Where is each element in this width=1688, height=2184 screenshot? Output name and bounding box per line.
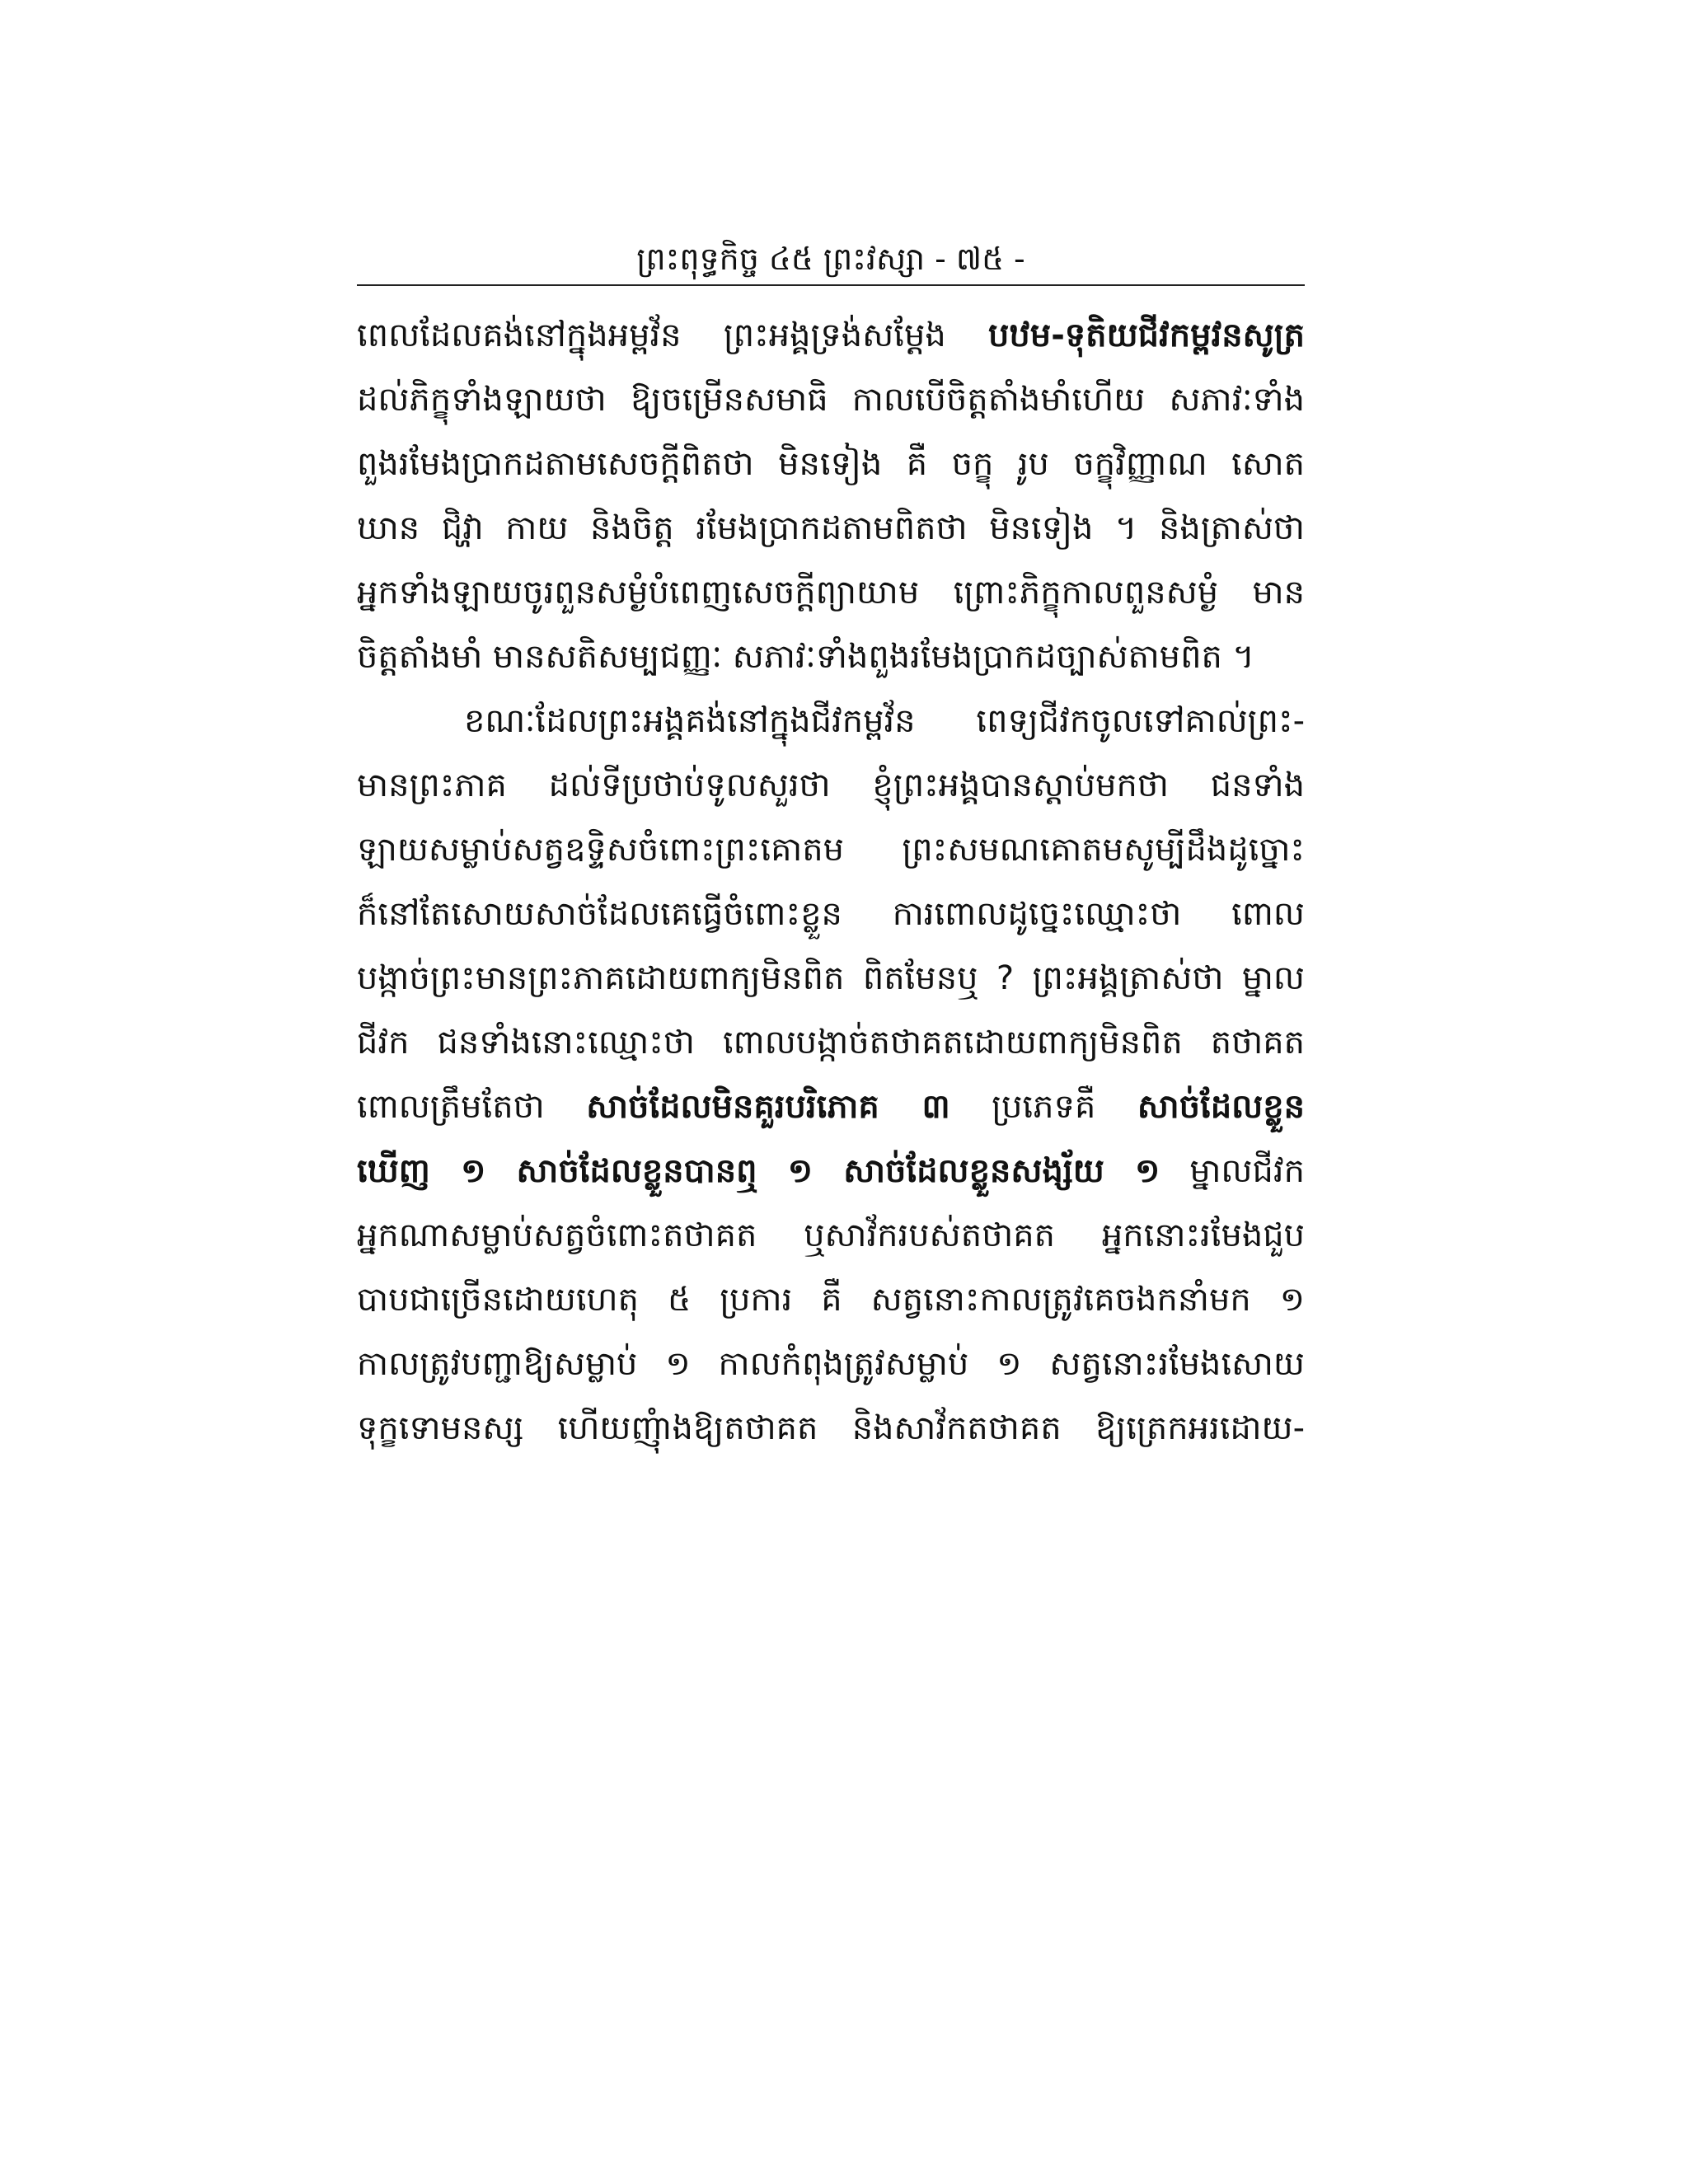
emphasis: ឃើញ ១ សាច់ដែលខ្លួនបានឮ ១ សាច់ដែលខ្លួនសង្ស័យ ១ [357,1152,1160,1190]
text-segment: ខណៈដែលព្រះអង្គគង់នៅក្នុងជីវកម្ពវ័ន ពេទ្យជីវកចូលទៅគាល់ព្រះ‑ [464,702,1305,740]
text-line [357,1139,1305,1203]
text-line [357,1010,1305,1075]
running-header: ព្រះពុទ្ធកិច្ច ៤៥ ព្រះវស្សា ‑ ៧៥ ‑ [636,241,1025,277]
text-segment: ឡាយសម្លាប់សត្វឧទ្ទិសចំពោះព្រះគោតម ព្រះសមណគោតមសូម្បីដឹងដូច្នោះ [357,831,1305,869]
text-line [357,432,1305,496]
text-line [357,689,1305,753]
text-segment: ចិត្តតាំងមាំ មានសតិសម្បជញ្ញៈ សភាវៈទាំងពួងរមែងប្រាកដច្បាស់តាមពិត ។ [357,638,1254,676]
text-line [357,1075,1305,1139]
text-segment: មានព្រះភាគ ដល់ទីប្រថាប់ទូលសួរថា ខ្ញុំព្រះអង្គបានស្តាប់មកថា ជនទាំង [357,766,1305,804]
text-line [357,882,1305,946]
text-line [357,1396,1305,1460]
text-segment: ដល់ភិក្ខុទាំងឡាយថា ឱ្យចម្រើនសមាធិ កាលបើចិត្តតាំងមាំហើយ សភាវៈទាំង [357,381,1305,419]
text-line [357,946,1305,1010]
text-line [357,818,1305,882]
text-segment: អ្នកទាំងឡាយចូរពួនសម្ងំបំពេញសេចក្តីព្យាយាម ព្រោះភិក្ខុកាលពួនសម្ងំ មាន [357,574,1305,612]
text-line [357,303,1305,368]
text-line [357,1268,1305,1332]
text-segment: ពេលដែលគង់នៅក្នុងអម្ពវ័ន ព្រះអង្គទ្រង់សម្តែង [357,316,989,354]
text-segment: ប្រភេទគឺ [950,1088,1137,1126]
text-line [357,753,1305,818]
text-line [357,368,1305,432]
text-segment: ម្នាលជីវក [1160,1152,1305,1190]
text-line [357,1203,1305,1268]
text-line [357,625,1305,689]
text-segment: បង្កាច់ព្រះមានព្រះភាគដោយពាក្យមិនពិត ពិតមែនឬ ? ព្រះអង្គត្រាស់ថា ម្នាល [357,959,1305,997]
text-segment: ទុក្ខទោមនស្ស ហើយញុំាងឱ្យតថាគត និងសាវ័កតថាគត ឱ្យត្រេកអរដោយ‑ [357,1409,1305,1447]
text-segment: ក៏នៅតែសោយសាច់ដែលគេធ្វើចំពោះខ្លួន ការពោលដូច្នេះឈ្មោះថា ពោល [357,895,1305,933]
emphasis: សាច់ដែលខ្លួន [1137,1088,1305,1126]
sutta-title: បឋម‑ទុតិយជីវកម្ពវនសូត្រ [988,316,1305,354]
text-segment: ពោលត្រឹមតែថា [357,1088,587,1126]
text-line [357,560,1305,625]
text-line [357,1332,1305,1396]
body-text [357,303,1305,1460]
text-segment: ជីវក ជនទាំងនោះឈ្មោះថា ពោលបង្កាច់តថាគតដោយពាក្យមិនពិត តថាគត [357,1024,1305,1062]
header-rule [357,284,1305,286]
text-segment: ពួងរមែងប្រាកដតាមសេចក្តីពិតថា មិនទៀង គឺ ចក្ខុ រូប ចក្ខុវិញ្ញាណ សោត [357,445,1305,483]
text-segment: អ្នកណាសម្លាប់សត្វចំពោះតថាគត ឬសាវ័ករបស់តថាគត អ្នកនោះរមែងជួប [357,1216,1305,1254]
text-segment: កាលត្រូវបញ្ជាឱ្យសម្លាប់ ១ កាលកំពុងត្រូវសម្លាប់ ១ សត្វនោះរមែងសោយ [357,1345,1305,1383]
text-segment: បាបជាច្រើនដោយហេតុ ៥ ប្រការ គឺ សត្វនោះកាលត្រូវគេចងកនាំមក ១ [357,1281,1305,1319]
text-segment: ឃាន ជិវ្ហា កាយ និងចិត្ត រមែងប្រាកដតាមពិតថា មិនទៀង ។ និងត្រាស់ថា [357,509,1305,547]
text-line [357,496,1305,560]
emphasis: សាច់ដែលមិនគួរបរិភោគ ៣ [586,1088,950,1126]
